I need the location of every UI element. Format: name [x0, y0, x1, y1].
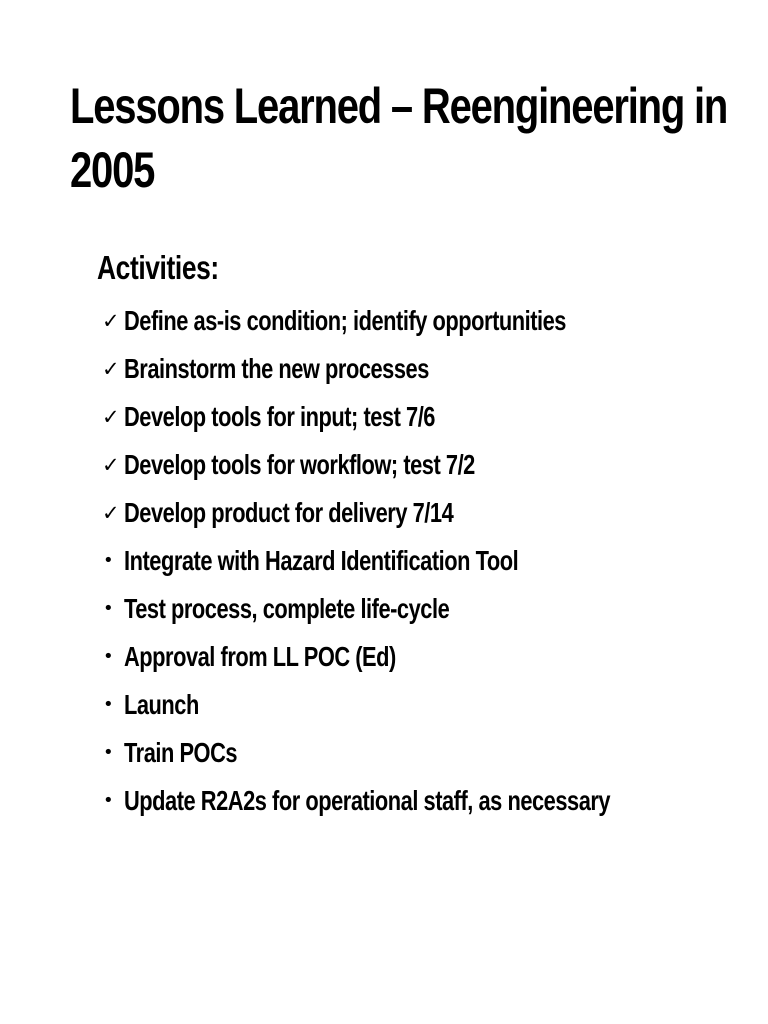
list-item: [100, 633, 747, 681]
list-item: [100, 345, 747, 393]
list-item-text: Update R2A2s for operational staff, as necessary: [124, 785, 611, 816]
list-item-text: Brainstorm the new processes: [124, 353, 429, 384]
checkmark-icon: ✓: [102, 453, 120, 477]
list-item-text: Develop tools for workflow; test 7/2: [124, 449, 475, 480]
list-item-text: Integrate with Hazard Identification Tool: [124, 545, 519, 576]
slide-title-line-1: Lessons Learned – Reengineering in: [70, 78, 728, 134]
list-item: [100, 537, 747, 585]
list-item: [100, 729, 747, 777]
checkmark-icon: ✓: [102, 309, 120, 333]
checkmark-icon: ✓: [102, 501, 120, 525]
bullet-icon: •: [103, 694, 114, 715]
list-item: [100, 777, 747, 825]
list-item: [100, 297, 747, 345]
section-heading: Activities:: [97, 249, 219, 286]
list-item-text: Develop product for delivery 7/14: [124, 497, 454, 528]
slide-title: [70, 74, 728, 202]
slide-title-line-2: 2005: [70, 142, 155, 198]
list-item: [100, 585, 747, 633]
bullet-icon: •: [103, 646, 114, 667]
list-item: [100, 681, 747, 729]
list-item-text: Train POCs: [124, 737, 238, 768]
bullet-icon: •: [103, 598, 114, 619]
bullet-icon: •: [103, 550, 114, 571]
bullet-icon: •: [103, 790, 114, 811]
list-item-text: Develop tools for input; test 7/6: [124, 401, 435, 432]
list-item: [100, 393, 747, 441]
checkmark-icon: ✓: [102, 405, 120, 429]
list-item: [100, 441, 747, 489]
list-item-text: Approval from LL POC (Ed): [124, 641, 396, 672]
bullet-icon: •: [103, 742, 114, 763]
list-item-text: Launch: [124, 689, 199, 720]
checkmark-icon: ✓: [102, 357, 120, 381]
list-item: [100, 489, 747, 537]
list-item-text: Define as-is condition; identify opportunities: [124, 305, 566, 336]
activity-list: [100, 297, 747, 825]
list-item-text: Test process, complete life-cycle: [124, 593, 450, 624]
